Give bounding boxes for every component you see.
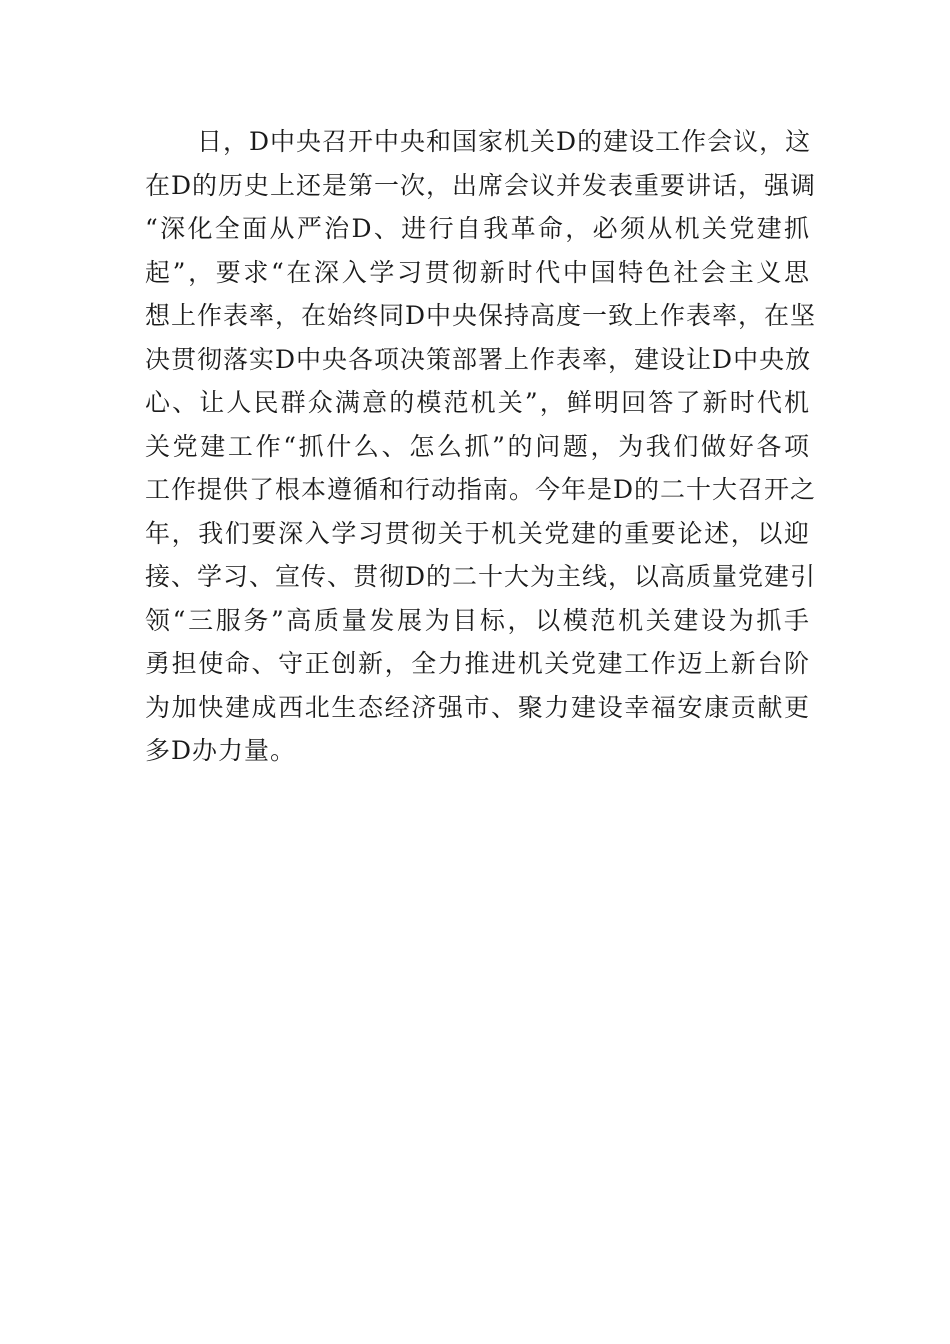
paragraph-line: 在D的历史上还是第一次，出席会议并发表重要讲话，强调 xyxy=(145,170,817,200)
paragraph-line: 接、学习、宣传、贯彻D的二十大为主线，以高质量党建引 xyxy=(145,562,817,591)
body-paragraph xyxy=(145,120,817,773)
paragraph-line: 勇担使命、守正创新，全力推进机关党建工作迈上新台阶 xyxy=(145,649,810,678)
paragraph-line: 多D办力量。 xyxy=(145,736,297,765)
paragraph-line: 领“三服务”高质量发展为目标，以模范机关建设为抓手 xyxy=(145,605,810,635)
paragraph-line: 决贯彻落实D中央各项决策部署上作表率，建设让D中央放 xyxy=(145,344,812,374)
paragraph-line: 为加快建成西北生态经济强市、聚力建设幸福安康贡献更 xyxy=(145,692,810,722)
paragraph-line: “深化全面从严治D、进行自我革命，必须从机关党建抓 xyxy=(145,214,810,243)
paragraph-line: 工作提供了根本遵循和行动指南。今年是D的二十大召开之 xyxy=(145,475,817,504)
paragraph-line: 日，D中央召开中央和国家机关D的建设工作会议，这 xyxy=(145,127,812,156)
paragraph-line: 心、让人民群众满意的模范机关”，鲜明回答了新时代机 xyxy=(145,388,810,417)
paragraph-line: 想上作表率，在始终同D中央保持高度一致上作表率，在坚 xyxy=(145,301,817,330)
paragraph-line: 起”，要求“在深入学习贯彻新时代中国特色社会主义思 xyxy=(145,257,810,287)
paragraph-line: 关党建工作“抓什么、怎么抓”的问题，为我们做好各项 xyxy=(145,431,810,461)
paragraph-line: 年，我们要深入学习贯彻关于机关党建的重要论述，以迎 xyxy=(145,518,810,548)
